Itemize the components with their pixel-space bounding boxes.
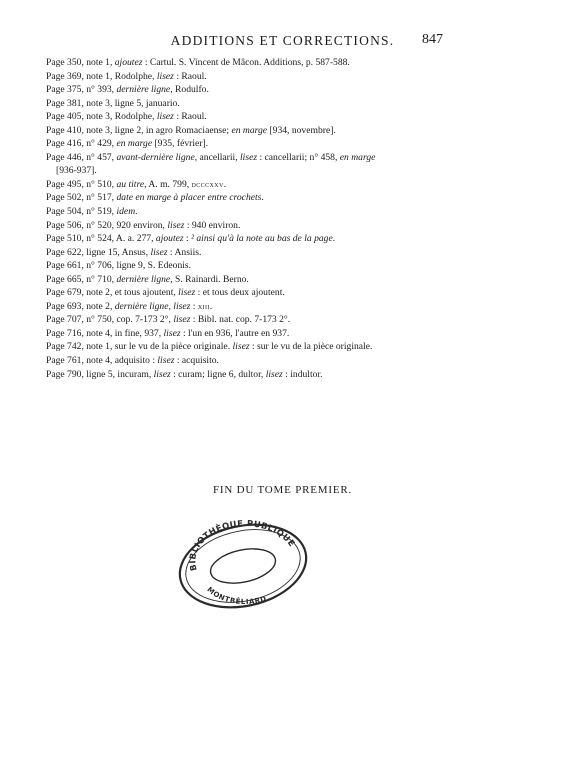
entry-text: Page 375, n° 393, bbox=[46, 84, 117, 96]
stamp-bottom-text: MONTBÉLIARD bbox=[205, 585, 268, 607]
entry-italic-text: lisez bbox=[265, 368, 283, 380]
entry-text: Page 506, n° 520, 920 environ, bbox=[46, 219, 168, 231]
entry-italic-text: lisez bbox=[150, 246, 168, 258]
correction-entry bbox=[46, 219, 516, 233]
entry-text: Page 504, n° 519, bbox=[46, 206, 117, 218]
entry-italic-text: lisez bbox=[157, 355, 175, 367]
entry-italic-text: ajoutez bbox=[114, 57, 143, 68]
correction-entry bbox=[46, 273, 516, 287]
entry-text: : Raoul. bbox=[173, 70, 207, 82]
entry-text: : Raoul. bbox=[173, 111, 207, 123]
entry-italic-text: idem bbox=[116, 206, 136, 218]
page-number: 847 bbox=[422, 32, 443, 47]
entry-text: Page 790, ligne 5, incuram, bbox=[46, 368, 154, 380]
entry-text: . bbox=[261, 192, 264, 204]
entry-text: [935, février]. bbox=[152, 138, 209, 150]
entry-text: : indultor. bbox=[282, 368, 323, 380]
entry-text: : 940 environ. bbox=[184, 219, 241, 231]
entry-text: , S. Rainardi. Berno. bbox=[170, 273, 249, 285]
entry-text: Page 410, note 3, ligne 2, in agro Romaciaense; bbox=[46, 124, 232, 136]
correction-entry bbox=[46, 368, 516, 382]
end-of-volume-note: FIN DU TOME PREMIER. bbox=[212, 484, 353, 496]
entry-text: Page 416, n° 429, bbox=[46, 138, 117, 150]
correction-entry bbox=[46, 124, 516, 138]
entry-text: : acquisito. bbox=[174, 355, 219, 367]
entry-text: : cancellarii; n° 458, bbox=[257, 151, 340, 163]
entry-text: Page 369, note 1, Rodolphe, bbox=[46, 70, 157, 82]
entry-italic-text: au titre bbox=[116, 178, 145, 190]
entry-text: : curam; ligne 6, dultor, bbox=[170, 368, 266, 380]
entry-italic-text: lisez bbox=[167, 219, 185, 231]
entry-italic-text: lisez bbox=[173, 300, 191, 312]
correction-entry bbox=[46, 313, 516, 327]
entry-text: Page 742, note 1, sur le vu de la pièce originale. bbox=[46, 341, 233, 353]
correction-entry bbox=[46, 70, 516, 84]
entry-text: dcccxxv bbox=[191, 178, 224, 189]
entry-text: Page 661, n° 706, ligne 9, S. Edeonis. bbox=[46, 260, 192, 272]
entry-text: Page 502, n° 517, bbox=[46, 192, 117, 204]
entry-text: : Ansiis. bbox=[167, 246, 202, 258]
entry-text: : sur le vu de la pièce originale. bbox=[249, 341, 373, 353]
correction-entry bbox=[46, 286, 516, 300]
entry-text: Page 665, n° 710, bbox=[46, 273, 117, 285]
entry-text: Page 679, note 2, et tous ajoutent, bbox=[46, 287, 179, 299]
entry-italic-text: dernière ligne bbox=[116, 273, 171, 285]
correction-entry bbox=[46, 246, 516, 260]
entry-text: Page 405, note 3, Rodolphe, bbox=[46, 111, 157, 123]
entry-text: , A. m. 799, bbox=[144, 178, 192, 190]
correction-entry bbox=[46, 354, 516, 368]
entry-italic-text: lisez bbox=[153, 368, 171, 380]
entry-text: Page 510, n° 524, A. a. 277, bbox=[46, 233, 156, 245]
entry-text: [936-937]. bbox=[56, 165, 97, 177]
correction-entry bbox=[46, 97, 516, 111]
correction-entry bbox=[46, 178, 516, 192]
entry-text: Page 716, note 4, in fine, 937, bbox=[46, 327, 164, 339]
svg-text:MONTBÉLIARD bbox=[205, 586, 267, 606]
entry-italic-text: ajoutez bbox=[155, 233, 184, 245]
entry-text: . bbox=[209, 300, 213, 312]
entry-italic-text: lisez bbox=[173, 314, 191, 326]
entry-italic-text: lisez bbox=[156, 111, 174, 123]
entry-italic-text: ² ainsi qu'à la note au bas de la page bbox=[191, 233, 333, 245]
page-header bbox=[0, 33, 565, 51]
entry-text: : Cartul. S. Vincent de Mâcon. Additions, p. 587-588. bbox=[142, 57, 350, 68]
correction-entry bbox=[46, 83, 516, 97]
entry-text: xiii bbox=[197, 300, 210, 311]
entry-text: , bbox=[168, 300, 174, 312]
entry-italic-text: lisez bbox=[232, 341, 250, 353]
entry-italic-text: dernière ligne bbox=[114, 300, 169, 312]
entry-text: , Rodulfo. bbox=[170, 84, 209, 96]
entry-text: : Bibl. nat. cop. 7-173 2°. bbox=[190, 314, 291, 326]
correction-entry bbox=[46, 300, 516, 314]
entry-text: Page 495, n° 510, bbox=[46, 178, 117, 190]
entry-italic-text: avant-dernière ligne bbox=[116, 151, 195, 163]
entry-text: , ancellarii, bbox=[194, 151, 240, 163]
entry-text: Page 446, n° 457, bbox=[46, 151, 117, 163]
entry-text: . bbox=[135, 206, 138, 218]
entry-text: : l'un en 936, l'autre en 937. bbox=[180, 327, 290, 339]
entry-text: Page 622, ligne 15, Ansus, bbox=[46, 246, 151, 258]
entry-text: . bbox=[223, 178, 227, 190]
entry-italic-text: date en marge à placer entre crochets bbox=[116, 192, 262, 204]
entry-italic-text: dernière ligne bbox=[116, 84, 171, 96]
correction-entry bbox=[46, 151, 516, 178]
correction-entry bbox=[46, 191, 516, 205]
entry-italic-text: en marge bbox=[231, 124, 268, 136]
entry-text: [934, novembre]. bbox=[267, 124, 336, 136]
correction-entry bbox=[46, 259, 516, 273]
correction-entry bbox=[46, 232, 516, 246]
entry-italic-text: lisez bbox=[156, 70, 174, 82]
entry-italic-text: en marge bbox=[339, 151, 376, 163]
entry-text: : bbox=[183, 233, 192, 245]
entry-text: Page 761, note 4, adquisito : bbox=[46, 355, 158, 367]
correction-entry bbox=[46, 205, 516, 219]
entry-italic-text: lisez bbox=[240, 151, 258, 163]
stamp-top-text: BIBLIOTHÈQUE PUBLIQUE bbox=[187, 518, 298, 572]
entry-text: Page 707, n° 750, cop. 7-173 2°, bbox=[46, 314, 174, 326]
entry-text: Page 693, note 2, bbox=[46, 300, 115, 312]
correction-entry bbox=[46, 137, 516, 151]
correction-entry bbox=[46, 340, 516, 354]
entry-text: : et tous deux ajoutent. bbox=[195, 287, 285, 299]
entry-italic-text: lisez bbox=[178, 287, 196, 299]
entry-italic-text: en marge bbox=[116, 138, 153, 150]
entry-text: . bbox=[332, 233, 336, 245]
library-stamp bbox=[175, 516, 311, 616]
correction-entry bbox=[46, 327, 516, 341]
correction-entry bbox=[46, 110, 516, 124]
entry-continuation bbox=[46, 164, 516, 178]
entry-text: : bbox=[190, 300, 198, 312]
entry-text: Page 350, note 1, bbox=[46, 57, 115, 68]
entry-italic-text: lisez bbox=[163, 327, 181, 339]
running-title: ADDITIONS ET CORRECTIONS. bbox=[170, 33, 395, 48]
entry-text: Page 381, note 3, ligne 5, januario. bbox=[46, 97, 180, 109]
corrections-list bbox=[46, 56, 516, 381]
correction-entry bbox=[46, 56, 516, 70]
